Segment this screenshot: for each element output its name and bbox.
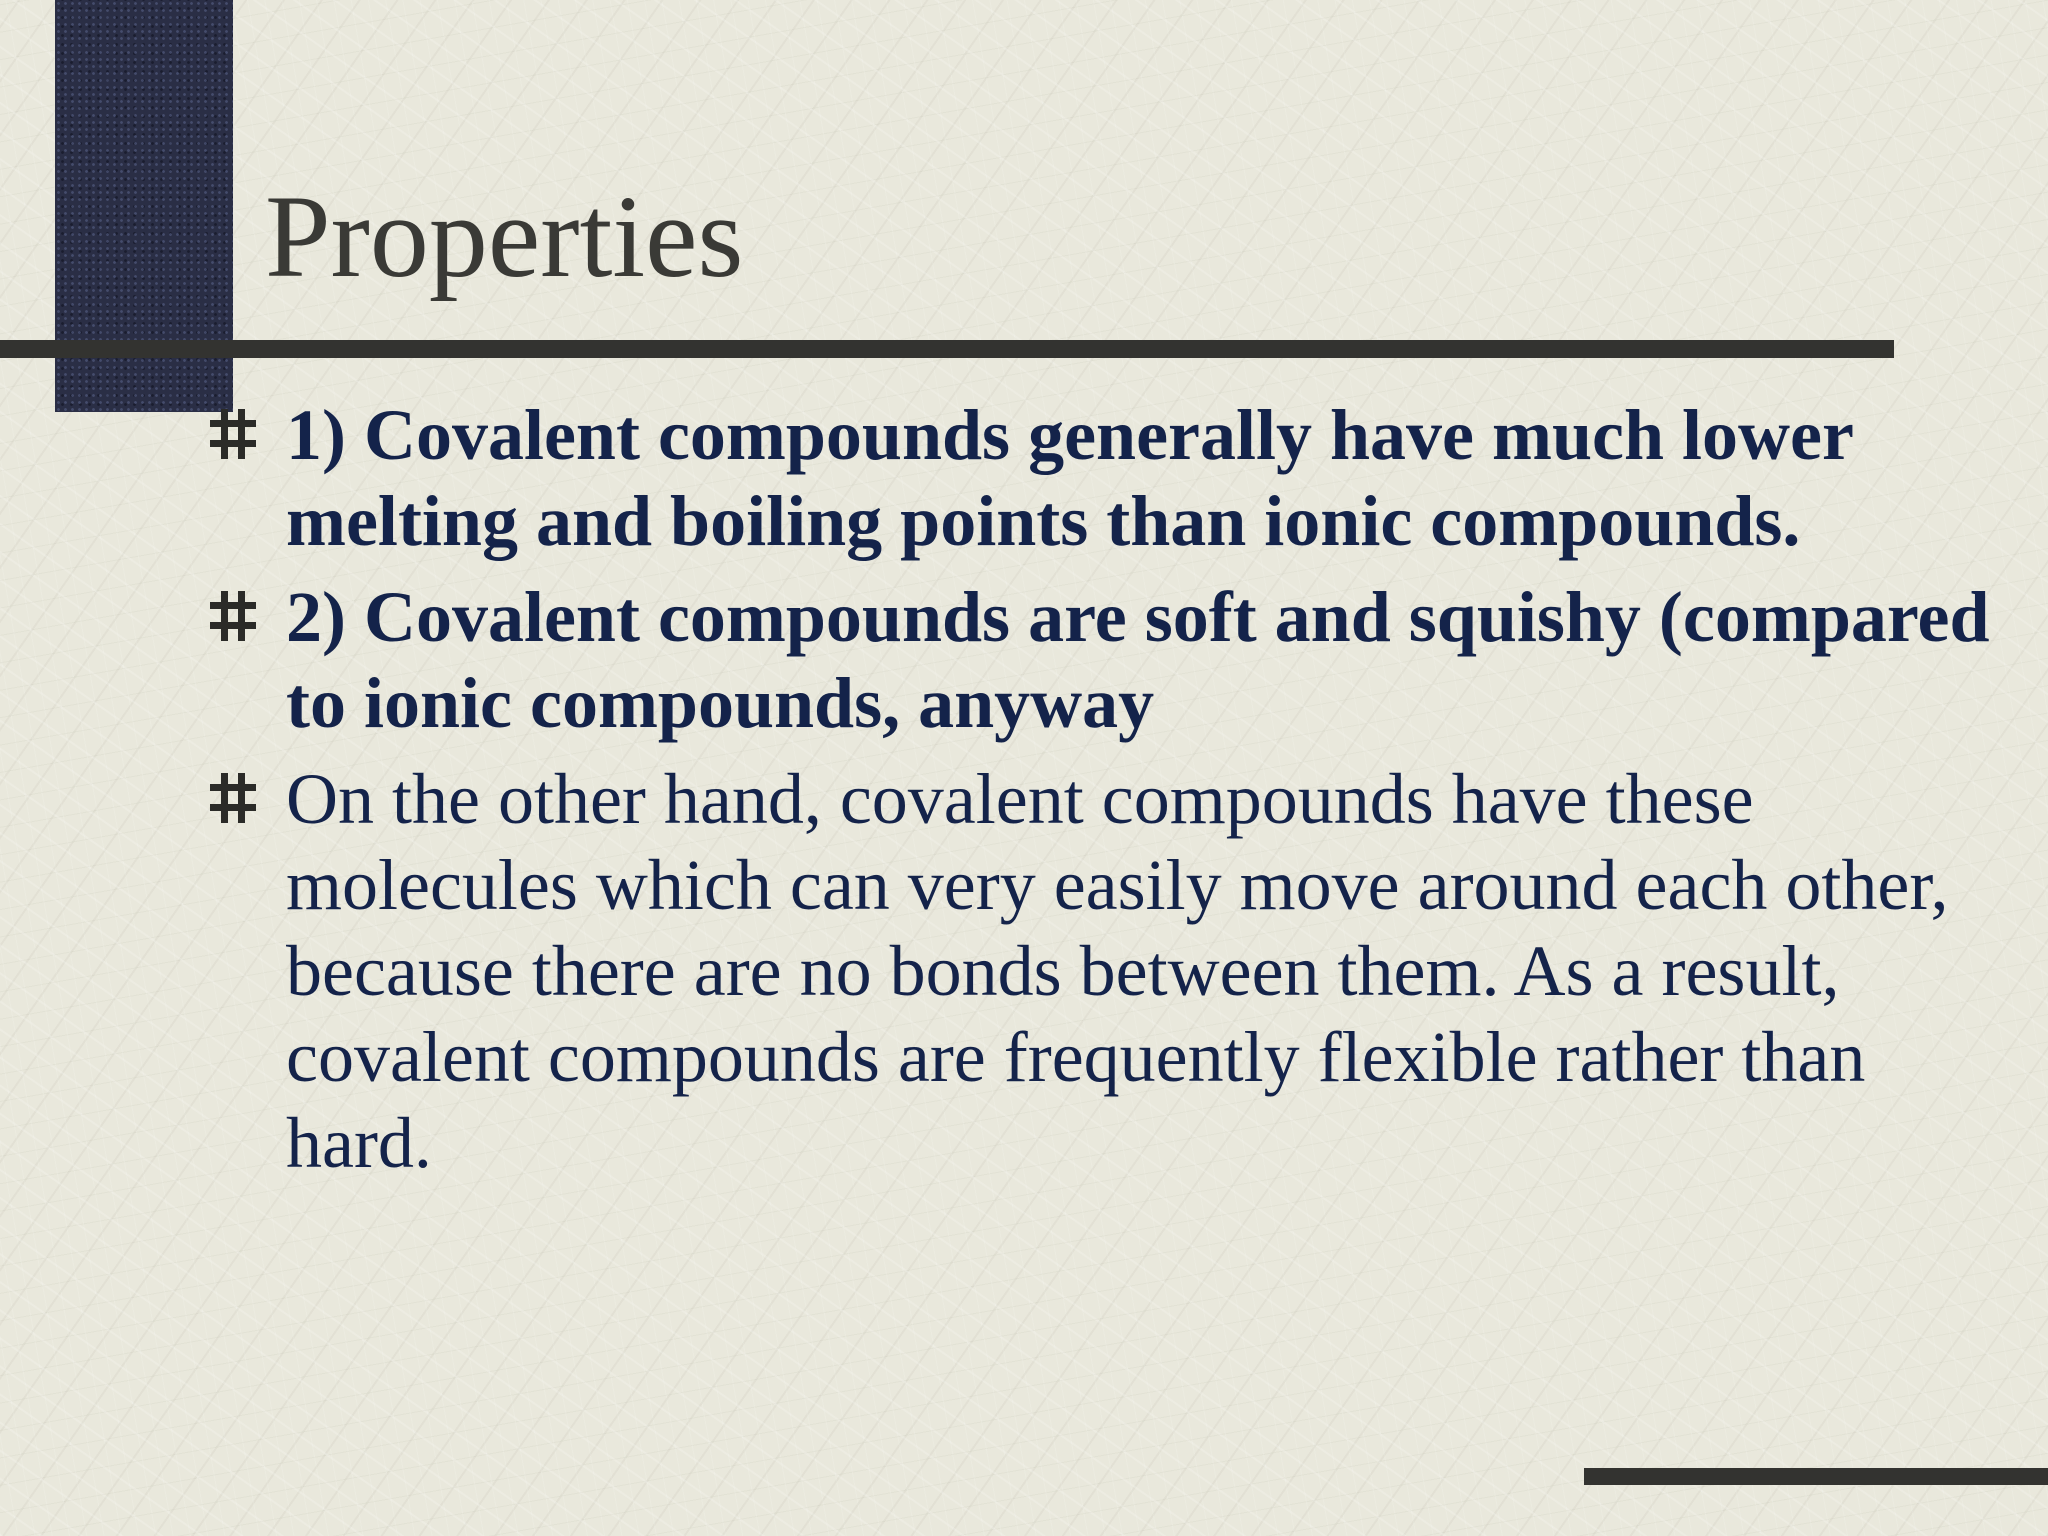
slide-title: Properties [265,171,744,302]
bullet-list [208,392,2008,1196]
hash-bullet-icon [208,588,258,644]
bullet-item-2 [208,574,2008,746]
bullet-text: On the other hand, covalent compounds have these molecules which can very easily move around each other, because there are no bonds between them. As a result, covalent compounds are frequently flexible rather than hard. [286,759,1949,1183]
bullet-text: 2) Covalent compounds are soft and squishy (compared to ionic compounds, anyway [286,577,1990,743]
bullet-text: 1) Covalent compounds generally have much lower melting and boiling points than ionic compounds. [286,395,1853,561]
title-divider [0,340,1894,358]
hash-bullet-icon [208,770,258,826]
footer-divider [1584,1468,2048,1485]
bullet-item-3 [208,756,2008,1186]
bullet-item-1 [208,392,2008,564]
hash-bullet-icon [208,406,258,462]
